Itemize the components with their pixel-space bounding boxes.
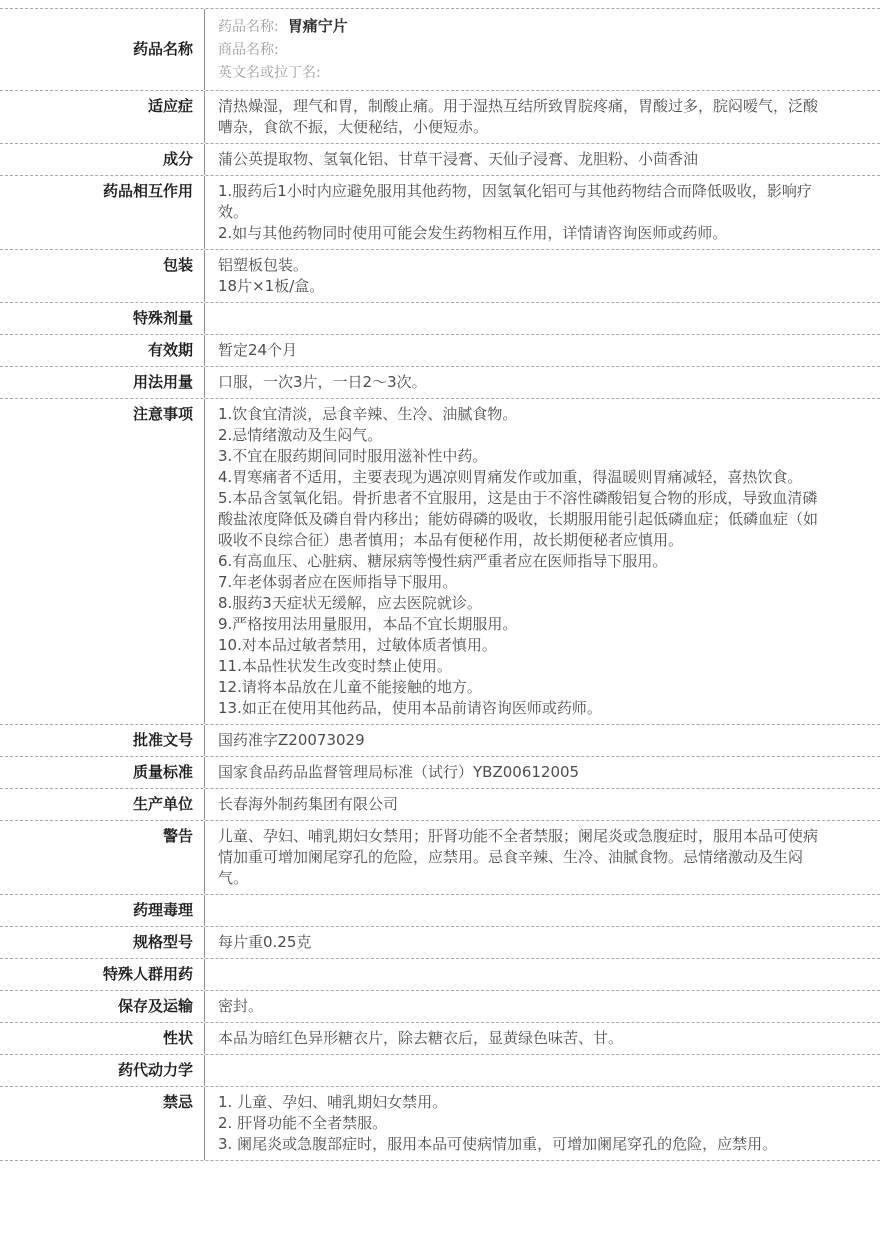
row-value <box>205 959 880 990</box>
table-row <box>0 250 880 303</box>
row-value <box>205 927 880 958</box>
row-label: 包装 <box>0 250 205 302</box>
row-label: 规格型号 <box>0 927 205 958</box>
row-label: 注意事项 <box>0 399 205 724</box>
row-text-line: 12.请将本品放在儿童不能接触的地方。 <box>218 678 482 696</box>
row-text-line: 1.服药后1小时内应避免服用其他药物，因氢氧化铝可与其他药物结合而降低吸收，影响疗效。 <box>218 182 812 221</box>
row-value <box>205 821 880 894</box>
row-text-line: 1.饮食宜清淡，忌食辛辣、生冷、油腻食物。 <box>218 405 518 423</box>
row-value <box>205 399 880 724</box>
table-row <box>0 1055 880 1087</box>
row-value <box>205 176 880 249</box>
row-label: 特殊剂量 <box>0 303 205 334</box>
row-text-line: 2. 肝肾功能不全者禁服。 <box>218 1114 388 1132</box>
row-text-line: 铝塑板包装。 <box>218 256 309 274</box>
row-value <box>205 789 880 820</box>
row-text-line: 2.如与其他药物同时使用可能会发生药物相互作用，详情请咨询医师或药师。 <box>218 224 728 242</box>
row-label: 适应症 <box>0 91 205 143</box>
drug-name-field <box>218 15 820 38</box>
row-text-line: 蒲公英提取物、氢氧化铝、甘草干浸膏、天仙子浸膏、龙胆粉、小茴香油 <box>218 150 699 168</box>
row-value <box>205 303 880 334</box>
table-row <box>0 1023 880 1055</box>
row-text-line: 密封。 <box>218 997 264 1015</box>
table-row <box>0 757 880 789</box>
row-text-line: 长春海外制药集团有限公司 <box>218 795 399 813</box>
row-value <box>205 367 880 398</box>
drug-info-table <box>0 8 880 1161</box>
row-text-line: 3.不宜在服药期间同时服用滋补性中药。 <box>218 447 488 465</box>
row-text-line: 国家食品药品监督管理局标准（试行）YBZ00612005 <box>218 763 580 781</box>
row-value <box>205 250 880 302</box>
table-row <box>0 895 880 927</box>
row-text-line: 10.对本品过敏者禁用，过敏体质者慎用。 <box>218 636 497 654</box>
row-label: 特殊人群用药 <box>0 959 205 990</box>
row-label: 用法用量 <box>0 367 205 398</box>
row-label: 有效期 <box>0 335 205 366</box>
row-text-line: 5.本品含氢氧化铝。骨折患者不宜服用，这是由于不溶性磷酸铝复合物的形成，导致血清磷酸盐浓度降低及磷自骨内移出；能妨碍磷的吸收，长期服用能引起低磷血症；低磷血症（如吸收不良综合征）患者慎用；本品有便秘作用，故长期便秘者应慎用。 <box>218 489 819 549</box>
row-value <box>205 1087 880 1160</box>
table-row <box>0 725 880 757</box>
row-value <box>205 91 880 143</box>
table-row <box>0 789 880 821</box>
row-text-line: 清热燥湿，理气和胃，制酸止痛。用于湿热互结所致胃脘疼痛，胃酸过多，脘闷嗳气，泛酸嘈杂，食欲不振，大便秘结，小便短赤。 <box>218 97 819 136</box>
field-prefix: 药品名称: <box>218 19 279 35</box>
row-text-line: 每片重0.25克 <box>218 933 312 951</box>
field-value: 胃痛宁片 <box>287 17 348 35</box>
row-text-line: 儿童、孕妇、哺乳期妇女禁用；肝肾功能不全者禁服；阑尾炎或急腹症时，服用本品可使病情加重可增加阑尾穿孔的危险，应禁用。忌食辛辣、生冷、油腻食物。忌情绪激动及生闷气。 <box>218 827 819 887</box>
table-row <box>0 821 880 895</box>
row-label: 成分 <box>0 144 205 175</box>
drug-name-field <box>218 61 820 84</box>
row-text-line: 2.忌情绪激动及生闷气。 <box>218 426 383 444</box>
row-label: 批准文号 <box>0 725 205 756</box>
row-label: 性状 <box>0 1023 205 1054</box>
row-text-line: 国药准字Z20073029 <box>218 731 365 749</box>
row-text-line: 6.有高血压、心脏病、糖尿病等慢性病严重者应在医师指导下服用。 <box>218 552 668 570</box>
table-row <box>0 9 880 91</box>
row-value <box>205 991 880 1022</box>
row-label: 药品名称 <box>0 9 205 90</box>
table-row <box>0 991 880 1023</box>
table-row <box>0 176 880 250</box>
table-row <box>0 303 880 335</box>
row-label: 警告 <box>0 821 205 894</box>
row-text-line: 1. 儿童、孕妇、哺乳期妇女禁用。 <box>218 1093 448 1111</box>
drug-info-page <box>0 8 880 1248</box>
table-row <box>0 335 880 367</box>
row-text-line: 3. 阑尾炎或急腹部症时，服用本品可使病情加重，可增加阑尾穿孔的危险，应禁用。 <box>218 1135 778 1153</box>
row-text-line: 13.如正在使用其他药品，使用本品前请咨询医师或药师。 <box>218 699 602 717</box>
drug-name-field <box>218 38 820 61</box>
table-row <box>0 959 880 991</box>
table-row <box>0 1087 880 1161</box>
row-label: 保存及运输 <box>0 991 205 1022</box>
field-prefix: 商品名称: <box>218 42 279 58</box>
row-value <box>205 1055 880 1086</box>
table-row <box>0 144 880 176</box>
table-row <box>0 399 880 725</box>
table-row <box>0 91 880 144</box>
table-row <box>0 927 880 959</box>
row-text-line: 本品为暗红色异形糖衣片，除去糖衣后，显黄绿色味苦、甘。 <box>218 1029 624 1047</box>
row-text-line: 8.服药3天症状无缓解，应去医院就诊。 <box>218 594 482 612</box>
row-text-line: 4.胃寒痛者不适用，主要表现为遇凉则胃痛发作或加重，得温暖则胃痛减轻，喜热饮食。 <box>218 468 803 486</box>
table-row <box>0 367 880 399</box>
row-value <box>205 335 880 366</box>
row-value <box>205 757 880 788</box>
row-label: 质量标准 <box>0 757 205 788</box>
row-value <box>205 1023 880 1054</box>
row-label: 药代动力学 <box>0 1055 205 1086</box>
row-label: 药品相互作用 <box>0 176 205 249</box>
row-text-line: 18片×1板/盒。 <box>218 277 325 295</box>
row-value <box>205 895 880 926</box>
row-text-line: 口服，一次3片，一日2～3次。 <box>218 373 427 391</box>
row-value <box>205 144 880 175</box>
row-text-line: 暂定24个月 <box>218 341 298 359</box>
row-text-line: 7.年老体弱者应在医师指导下服用。 <box>218 573 458 591</box>
row-label: 禁忌 <box>0 1087 205 1160</box>
row-label: 生产单位 <box>0 789 205 820</box>
row-value <box>205 725 880 756</box>
row-text-line: 9.严格按用法用量服用，本品不宜长期服用。 <box>218 615 518 633</box>
row-text-line: 11.本品性状发生改变时禁止使用。 <box>218 657 452 675</box>
row-value <box>205 9 880 90</box>
field-prefix: 英文名或拉丁名: <box>218 65 321 81</box>
row-label: 药理毒理 <box>0 895 205 926</box>
